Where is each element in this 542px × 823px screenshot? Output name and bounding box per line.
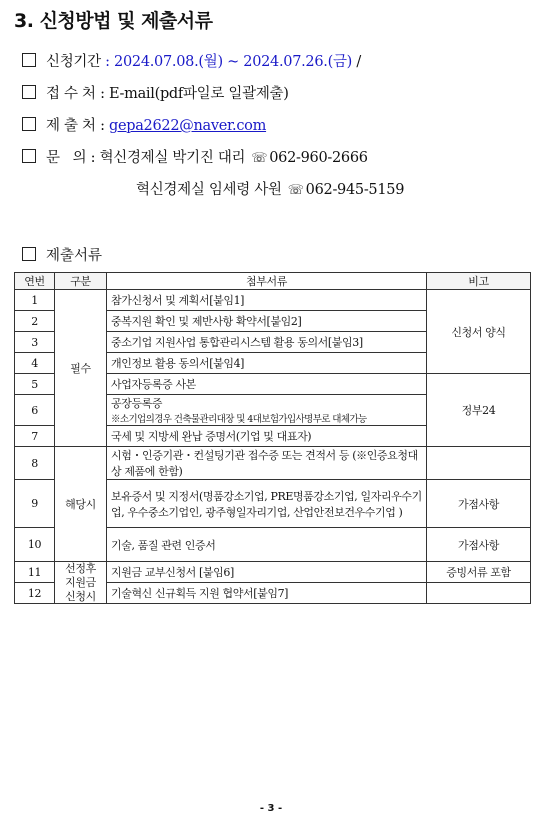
- contact-label: 문 의: [46, 150, 87, 166]
- docs-title-text: 제출서류: [46, 248, 103, 264]
- contact-phone-2: 062-945-5159: [305, 182, 405, 198]
- row-doc: 시험・인증기관・컨설팅기관 접수증 또는 견적서 등 (※인증요청대상 제품에 한함): [107, 447, 427, 480]
- remark-bonus-9: 가점사항: [427, 480, 531, 528]
- contact-person-2: 혁신경제실 임세령 사원: [136, 182, 282, 198]
- group-applicable: 해당시: [55, 447, 107, 562]
- row-doc: 국세 및 지방세 완납 증명서(기업 및 대표자): [107, 426, 427, 447]
- info-submit: [22, 114, 266, 135]
- row-doc: 지원금 교부신청서 [붙임6]: [107, 562, 427, 583]
- row-no: 2: [15, 311, 55, 332]
- row-doc: 공장등록증: [111, 397, 163, 410]
- row-doc: 중소기업 지원사업 통합관리시스템 활용 동의서[붙임3]: [107, 332, 427, 353]
- group-required: 필수: [55, 290, 107, 447]
- header-category: 구분: [55, 273, 107, 290]
- info-period: [22, 50, 361, 71]
- period-sep: :: [105, 54, 110, 70]
- period-suffix: /: [356, 54, 361, 70]
- row-doc: 기술, 품질 관련 인증서: [107, 528, 427, 562]
- row-doc: 중복지원 확인 및 제반사항 확약서[붙임2]: [107, 311, 427, 332]
- row-no: 7: [15, 426, 55, 447]
- group-selected: 선정후 지원금 신청시: [55, 562, 107, 604]
- row-no: 10: [15, 528, 55, 562]
- section-heading: 신청방법 및 제출서류: [39, 10, 213, 32]
- row-no: 5: [15, 374, 55, 395]
- period-value: 2024.07.08.(월) ~ 2024.07.26.(금): [114, 54, 353, 70]
- submit-label: 제 출 처: [46, 118, 96, 134]
- remark-empty: [427, 583, 531, 604]
- period-label: 신청기간: [46, 54, 101, 70]
- info-contact-2: [136, 178, 404, 199]
- section-number: 3.: [14, 10, 34, 32]
- checkbox-icon: [22, 85, 36, 99]
- row-no: 4: [15, 353, 55, 374]
- row-doc: 사업자등록증 사본: [107, 374, 427, 395]
- row-no: 1: [15, 290, 55, 311]
- checkbox-icon: [22, 149, 36, 163]
- remark-empty: [427, 447, 531, 480]
- remark-gov24: 정부24: [427, 374, 531, 447]
- documents-table: [14, 272, 531, 604]
- checkbox-icon: [22, 117, 36, 131]
- row-no: 3: [15, 332, 55, 353]
- phone-icon: ☏: [287, 183, 304, 198]
- row-doc-6: [107, 395, 427, 426]
- row-doc: 개인정보 활용 동의서[붙임4]: [107, 353, 427, 374]
- receipt-value: E-mail(pdf파일로 일괄제출): [108, 86, 289, 102]
- table-header-row: [15, 273, 531, 290]
- contact-phone-1: 062-960-2666: [269, 150, 368, 166]
- header-document: 첨부서류: [107, 273, 427, 290]
- docs-title: [22, 244, 102, 265]
- remark-proof: 증빙서류 포함: [427, 562, 531, 583]
- receipt-sep: :: [100, 86, 105, 102]
- table-row: [15, 562, 531, 583]
- phone-icon: ☏: [251, 151, 268, 166]
- page-number: - 3 -: [259, 803, 283, 814]
- submit-email-link[interactable]: gepa2622@naver.com: [108, 118, 267, 134]
- remark-bonus-10: 가점사항: [427, 528, 531, 562]
- row-no: 8: [15, 447, 55, 480]
- table-row: [15, 290, 531, 311]
- row-no: 12: [15, 583, 55, 604]
- section-title: [14, 6, 213, 33]
- table-row: [15, 447, 531, 480]
- remark-form: 신청서 양식: [427, 290, 531, 374]
- info-contact: [22, 146, 368, 167]
- header-no: 연번: [15, 273, 55, 290]
- contact-person-1: 혁신경제실 박기진 대리: [99, 150, 246, 166]
- info-receipt: [22, 82, 289, 103]
- row-doc: 보유증서 및 지정서(명품강소기업, PRE명품강소기업, 일자리우수기업, 우수중소기업인, 광주형일자리기업, 산업안전보건우수기업 ): [107, 480, 427, 528]
- header-remark: 비고: [427, 273, 531, 290]
- contact-sep: :: [90, 150, 96, 166]
- row-doc: 기술혁신 신규획득 지원 협약서[붙임7]: [107, 583, 427, 604]
- row-no: 9: [15, 480, 55, 528]
- row-doc-note: ※소기업의경우 건축물관리대장 및 4대보험가입사명부로 대체가능: [111, 414, 367, 425]
- row-doc: 참가신청서 및 계획서[붙임1]: [107, 290, 427, 311]
- submit-sep: :: [100, 118, 105, 134]
- checkbox-icon: [22, 53, 36, 67]
- row-no: 11: [15, 562, 55, 583]
- checkbox-icon: [22, 247, 36, 261]
- row-no: 6: [15, 395, 55, 426]
- receipt-label: 접 수 처: [46, 86, 96, 102]
